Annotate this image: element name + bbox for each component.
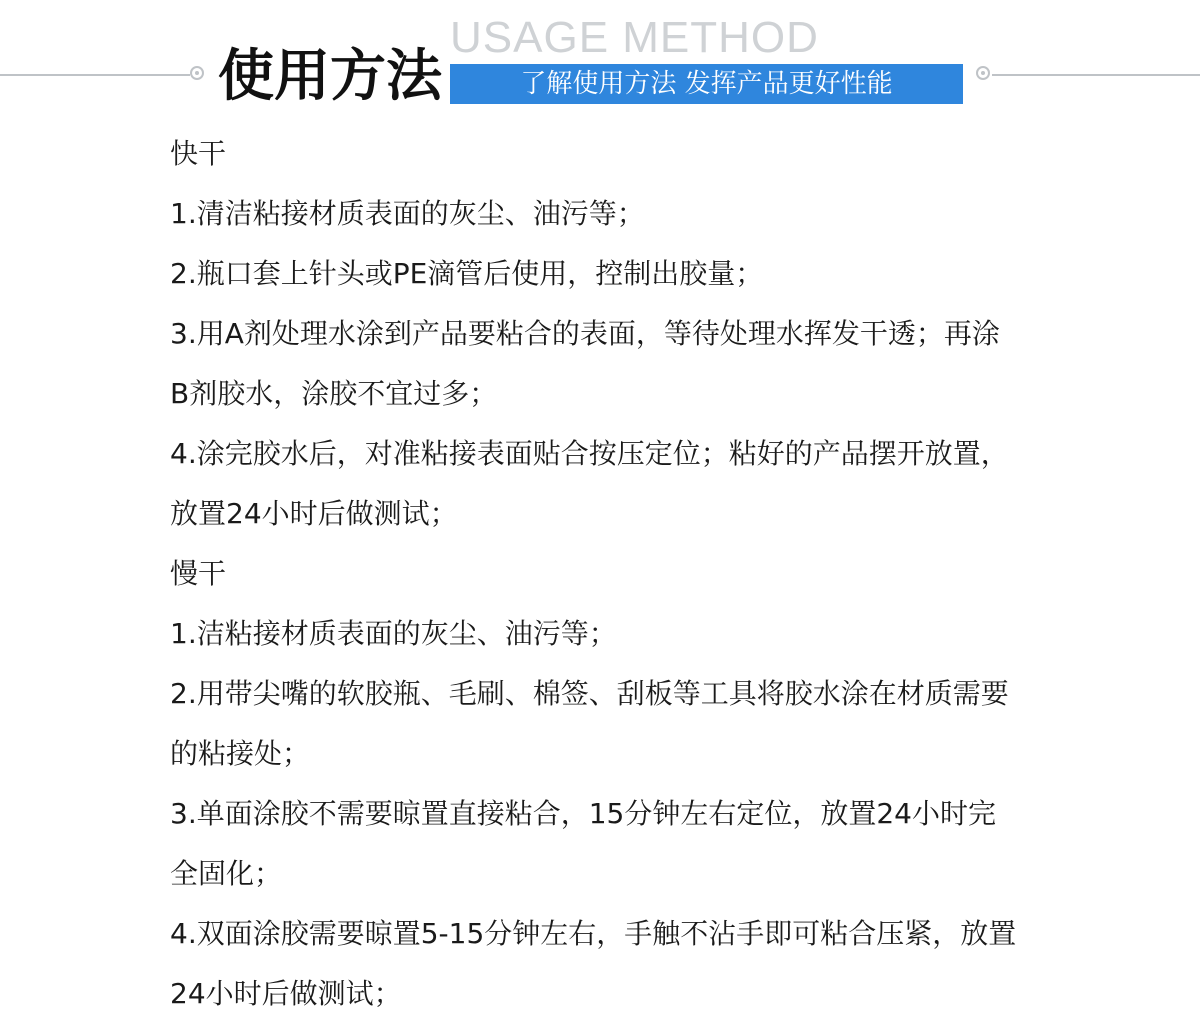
instruction-line: 2.瓶口套上针头或PE滴管后使用，控制出胶量； <box>170 257 764 290</box>
circle-ornament-left-icon <box>190 66 204 80</box>
divider-line-left <box>0 74 190 76</box>
instruction-line: 4.双面涂胶需要晾置5-15分钟左右，手触不沾手即可粘合压紧，放置 <box>170 917 1017 950</box>
instruction-line: 3.用A剂处理水涂到产品要粘合的表面，等待处理水挥发干透；再涂 <box>170 317 1000 350</box>
heading-fast-dry: 快干 <box>170 137 227 170</box>
instruction-line: 全固化； <box>170 857 283 890</box>
instruction-line: 的粘接处； <box>170 737 311 770</box>
divider-line-right <box>992 74 1200 76</box>
instruction-line: 24小时后做测试； <box>170 977 402 1010</box>
english-title: USAGE METHOD <box>450 13 819 62</box>
instruction-line: 放置24小时后做测试； <box>170 497 458 530</box>
instruction-line: 1.洁粘接材质表面的灰尘、油污等； <box>170 617 617 650</box>
heading-slow-dry: 慢干 <box>170 557 227 590</box>
chinese-title: 使用方法 <box>218 44 442 109</box>
instructions-body <box>170 124 1070 1024</box>
circle-ornament-right-icon <box>976 66 990 80</box>
instruction-line: 1.清洁粘接材质表面的灰尘、油污等； <box>170 197 645 230</box>
subtitle-banner: 了解使用方法 发挥产品更好性能 <box>450 64 963 104</box>
instruction-line: 4.涂完胶水后，对准粘接表面贴合按压定位；粘好的产品摆开放置， <box>170 437 1009 470</box>
instruction-line: B剂胶水，涂胶不宜过多； <box>170 377 498 410</box>
instruction-line: 3.单面涂胶不需要晾置直接粘合，15分钟左右定位，放置24小时完 <box>170 797 996 830</box>
instruction-line: 2.用带尖嘴的软胶瓶、毛刷、棉签、刮板等工具将胶水涂在材质需要 <box>170 677 1009 710</box>
section-header <box>0 0 1200 120</box>
